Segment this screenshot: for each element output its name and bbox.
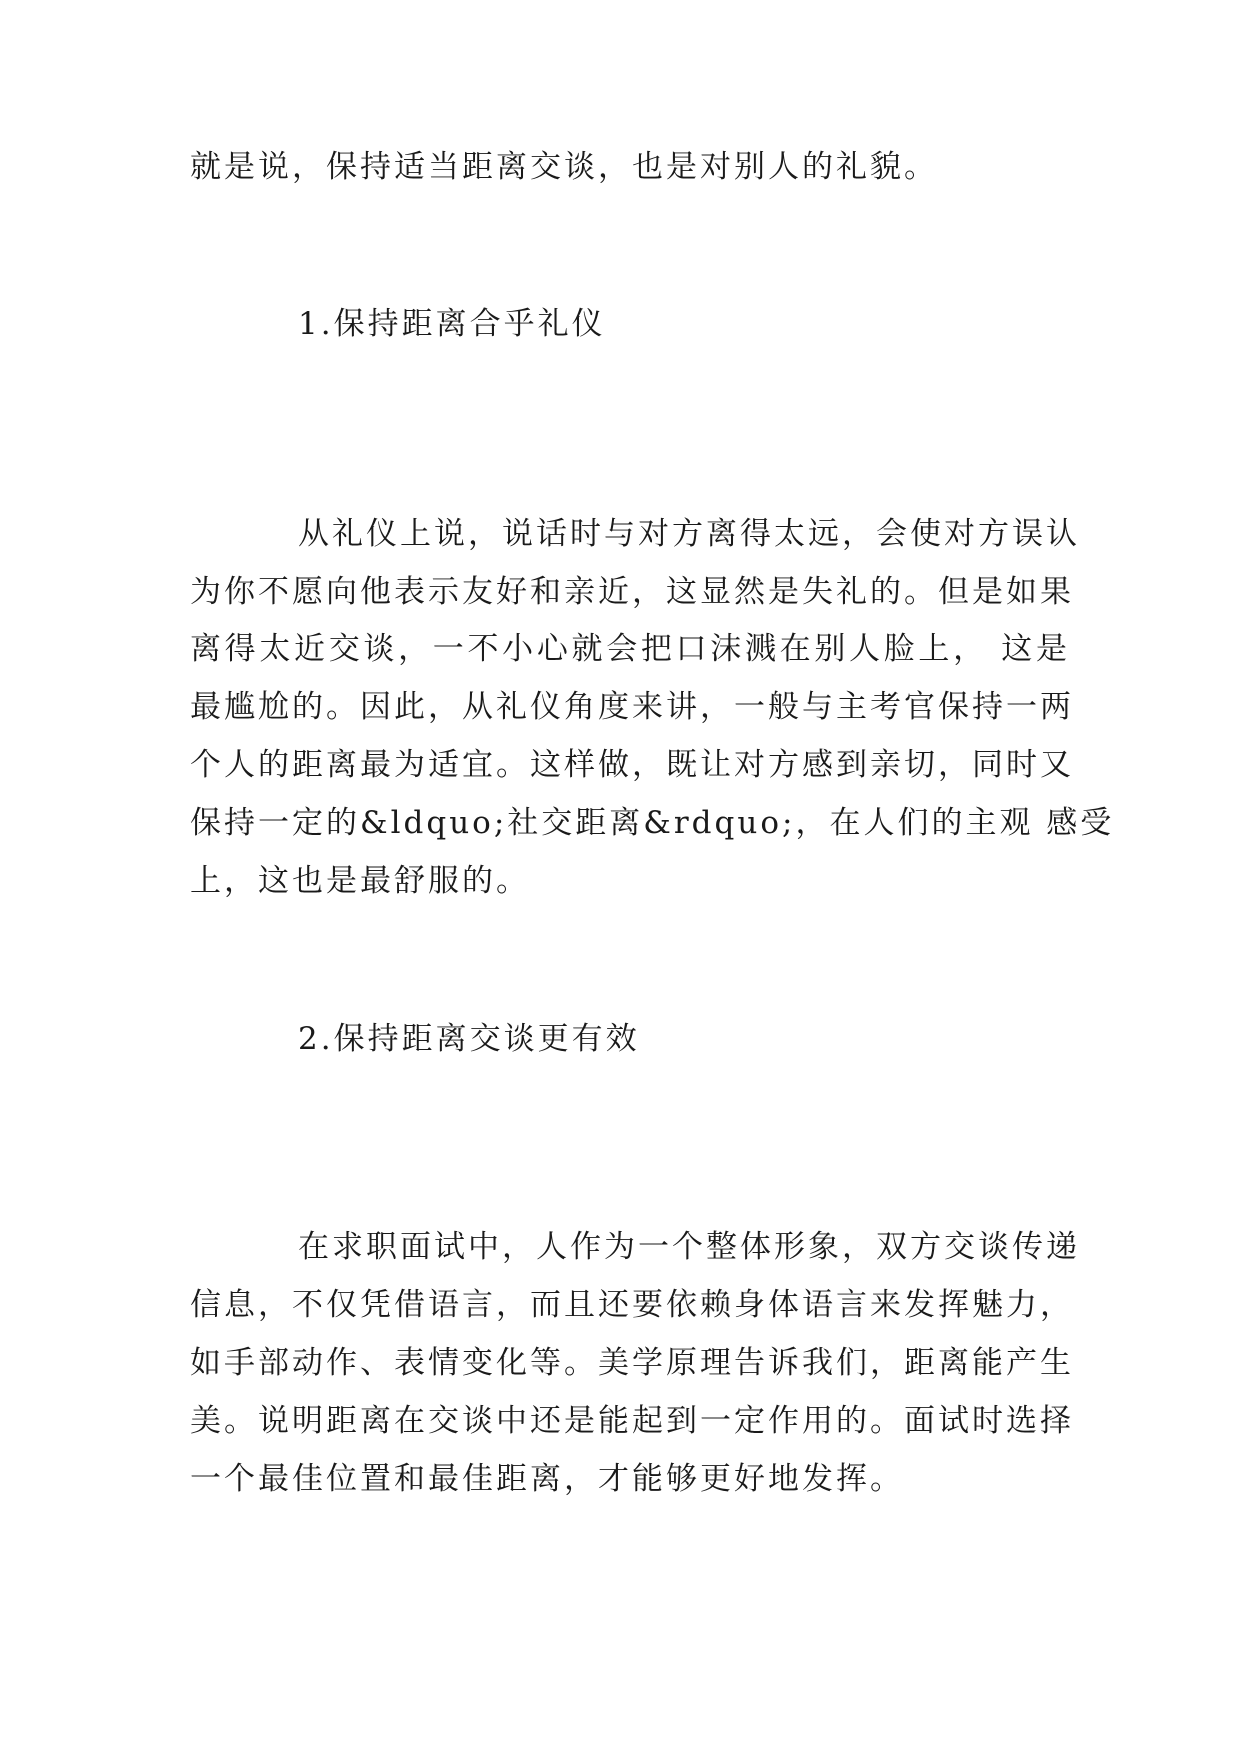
section2-paragraph-line-2: 信息，不仅凭借语言，而且还要依赖身体语言来发挥魅力，	[190, 1287, 1074, 1323]
section1-heading: 1.保持距离合乎礼仪	[298, 306, 606, 342]
section2-paragraph-line-5: 一个最佳位置和最佳距离，才能够更好地发挥。	[190, 1461, 904, 1497]
section2-heading: 2.保持距离交谈更有效	[298, 1021, 640, 1057]
paragraph-intro-line-1: 就是说，保持适当距离交谈，也是对别人的礼貌。	[190, 149, 938, 185]
section1-paragraph-line-7: 上，这也是最舒服的。	[190, 863, 530, 899]
section1-paragraph-line-5: 个人的距离最为适宜。这样做，既让对方感到亲切，同时又	[190, 747, 1074, 783]
section2-paragraph-line-1: 在求职面试中，人作为一个整体形象，双方交谈传递	[298, 1229, 1080, 1265]
section1-paragraph-line-4: 最尴尬的。因此，从礼仪角度来讲，一般与主考官保持一两	[190, 689, 1074, 725]
section1-paragraph-line-2: 为你不愿向他表示友好和亲近，这显然是失礼的。但是如果	[190, 574, 1074, 610]
section1-paragraph-line-1: 从礼仪上说，说话时与对方离得太远，会使对方误认	[298, 516, 1080, 552]
section1-paragraph-line-3: 离得太近交谈，一不小心就会把口沫溅在别人脸上， 这是	[190, 631, 1070, 667]
section2-paragraph-line-3: 如手部动作、表情变化等。美学原理告诉我们，距离能产生	[190, 1345, 1074, 1381]
section2-paragraph-line-4: 美。说明距离在交谈中还是能起到一定作用的。面试时选择	[190, 1403, 1074, 1439]
section1-paragraph-line-6: 保持一定的&ldquo;社交距离&rdquo;，在人们的主观 感受	[190, 805, 1115, 841]
